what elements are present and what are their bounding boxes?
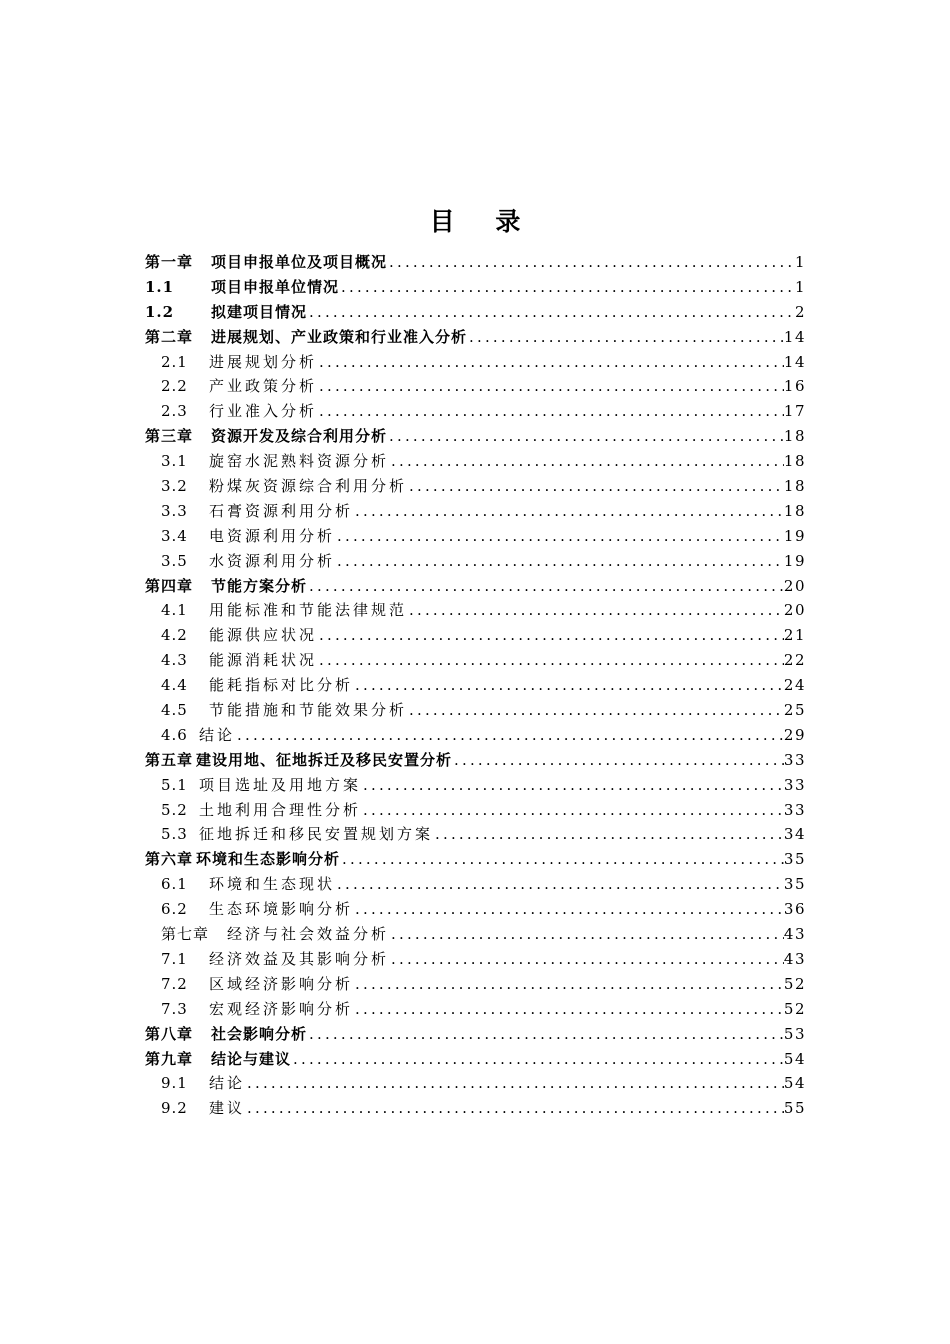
toc-dot-leader: [340, 847, 784, 872]
toc-entry[interactable]: [145, 1022, 806, 1047]
toc-dot-leader: [317, 623, 784, 648]
toc-entry-number: 第六章: [145, 850, 194, 869]
toc-entry-label: 电资源利用分析: [209, 526, 336, 545]
toc-entry-number: 4.4: [161, 676, 188, 695]
toc-entry-number: 3.2: [161, 477, 188, 496]
toc-dot-leader: [407, 598, 784, 623]
toc-entry[interactable]: [145, 723, 806, 748]
toc-entry-number: 6.1: [161, 875, 188, 894]
toc-entry[interactable]: [145, 847, 806, 872]
toc-entry-number: 3.3: [161, 501, 188, 520]
toc-entry-page-number: 33: [783, 775, 806, 794]
toc-entry-label: 结论与建议: [211, 1049, 292, 1068]
toc-entry[interactable]: [145, 325, 806, 350]
toc-entry[interactable]: [145, 1071, 806, 1096]
toc-entry[interactable]: [145, 922, 806, 947]
toc-entry[interactable]: [145, 872, 806, 897]
toc-entry-page-number: 43: [783, 949, 806, 968]
toc-entry-number: 4.2: [161, 626, 188, 645]
toc-dot-leader: [245, 1071, 784, 1096]
toc-entry-label: 宏观经济影响分析: [209, 999, 354, 1018]
toc-entry-number: 6.2: [161, 900, 188, 919]
toc-entry[interactable]: [145, 399, 806, 424]
toc-entry[interactable]: [145, 773, 806, 798]
toc-entry-page-number: 14: [783, 327, 806, 346]
toc-entry-number: 4.3: [161, 651, 188, 670]
toc-entry-label: 能源供应状况: [209, 626, 318, 645]
toc-entry-page-number: 18: [783, 427, 806, 446]
toc-entry-number: 2.2: [161, 377, 188, 396]
toc-dot-leader: [353, 972, 784, 997]
toc-entry-label: 能源消耗状况: [209, 651, 318, 670]
toc-entry-page-number: 16: [783, 377, 806, 396]
toc-entry-page-number: 55: [783, 1099, 806, 1118]
toc-entry[interactable]: [145, 598, 806, 623]
toc-dot-leader: [317, 350, 784, 375]
toc-entry-page-number: 53: [783, 1024, 806, 1043]
toc-entry-number: 第七章: [161, 925, 210, 944]
toc-entry-number: 第一章: [145, 253, 194, 271]
toc-entry-number: 4.6: [161, 725, 188, 744]
toc-entry[interactable]: [145, 623, 806, 648]
toc-entry-number: 7.1: [161, 949, 188, 968]
toc-entry-number: 第九章: [145, 1049, 194, 1068]
toc-entry-label: 拟建项目情况: [211, 302, 308, 321]
toc-dot-leader: [317, 399, 784, 424]
toc-entry[interactable]: [145, 822, 806, 847]
toc-dot-leader: [307, 1022, 784, 1047]
toc-entry-page-number: 1: [794, 277, 806, 296]
toc-entry-number: 第三章: [145, 427, 194, 446]
toc-entry[interactable]: [145, 374, 806, 399]
toc-entry-label: 项目申报单位情况: [211, 277, 340, 296]
toc-entry-page-number: 43: [783, 925, 806, 944]
toc-entry-label: 土地利用合理性分析: [199, 800, 362, 819]
toc-entry-label: 水资源利用分析: [209, 551, 336, 570]
toc-dot-leader: [387, 250, 795, 275]
toc-entry[interactable]: [145, 474, 806, 499]
toc-entry-page-number: 17: [783, 402, 806, 421]
toc-entry[interactable]: [145, 798, 806, 823]
toc-entry-page-number: 22: [783, 651, 806, 670]
toc-entry-number: 3.5: [161, 551, 188, 570]
toc-dot-leader: [407, 474, 784, 499]
toc-entry-page-number: 18: [783, 452, 806, 471]
toc-entry[interactable]: [145, 524, 806, 549]
toc-entry-number: 5.1: [161, 775, 188, 794]
toc-dot-leader: [307, 574, 784, 599]
toc-dot-leader: [407, 698, 784, 723]
toc-entry-label: 节能措施和节能效果分析: [209, 701, 408, 720]
toc-entry-number: 9.1: [161, 1074, 188, 1093]
toc-entry-label: 建议: [209, 1099, 246, 1118]
toc-dot-leader: [291, 1047, 784, 1072]
toc-entry-label: 旋窑水泥熟料资源分析: [209, 452, 390, 471]
toc-entry-page-number: 19: [783, 526, 806, 545]
toc-entry[interactable]: [145, 673, 806, 698]
toc-entry[interactable]: [145, 300, 806, 325]
toc-entry-number: 第五章: [145, 750, 194, 769]
toc-entry-label: 征地拆迁和移民安置规划方案: [199, 825, 434, 844]
toc-entry-page-number: 29: [783, 725, 806, 744]
toc-entry-label: 行业准入分析: [209, 402, 318, 421]
toc-entry-number: 2.1: [161, 352, 188, 371]
toc-entry[interactable]: [145, 748, 806, 773]
toc-entry[interactable]: [145, 449, 806, 474]
toc-entry-label: 粉煤灰资源综合利用分析: [209, 477, 408, 496]
toc-entry-label: 能耗指标对比分析: [209, 676, 354, 695]
toc-dot-leader: [361, 798, 784, 823]
toc-entry-label: 结论: [199, 725, 236, 744]
toc-title: 目 录: [429, 207, 537, 236]
toc-entry[interactable]: [145, 350, 806, 375]
toc-dot-leader: [317, 648, 784, 673]
toc-dot-leader: [317, 374, 784, 399]
toc-dot-leader: [335, 872, 784, 897]
toc-entry-page-number: 52: [783, 999, 806, 1018]
toc-entry-page-number: 24: [783, 676, 806, 695]
toc-dot-leader: [235, 723, 784, 748]
toc-dot-leader: [389, 947, 784, 972]
toc-entry-number: 7.3: [161, 999, 188, 1018]
toc-entry-page-number: 19: [783, 551, 806, 570]
toc-entry-page-number: 33: [783, 750, 806, 769]
toc-entry-label: 生态环境影响分析: [209, 900, 354, 919]
toc-dot-leader: [353, 897, 784, 922]
toc-entry-label: 环境和生态现状: [209, 875, 336, 894]
toc-entry-number: 1.1: [145, 277, 175, 296]
toc-entry-number: 7.2: [161, 974, 188, 993]
toc-dot-leader: [307, 300, 795, 325]
toc-entry-label: 进展规划分析: [209, 352, 318, 371]
toc-entry[interactable]: [145, 648, 806, 673]
toc-entry-page-number: 52: [783, 974, 806, 993]
toc-entry-page-number: 54: [783, 1049, 806, 1068]
toc-entry-number: 5.3: [161, 825, 188, 844]
toc-entry-page-number: 35: [783, 875, 806, 894]
toc-entry-label: 用能标准和节能法律规范: [209, 601, 408, 620]
toc-entry[interactable]: [145, 1096, 806, 1121]
toc-entry-number: 3.1: [161, 452, 188, 471]
toc-entry-label: 结论: [209, 1074, 246, 1093]
toc-entry-label: 产业政策分析: [209, 377, 318, 396]
toc-entry-label: 经济与社会效益分析: [227, 925, 390, 944]
toc-dot-leader: [389, 922, 784, 947]
toc-dot-leader: [361, 773, 784, 798]
toc-entry[interactable]: [145, 947, 806, 972]
toc-entry-number: 3.4: [161, 526, 188, 545]
toc-entry-number: 1.2: [145, 302, 175, 321]
toc-entry[interactable]: [145, 549, 806, 574]
toc-dot-leader: [389, 449, 784, 474]
toc-dot-leader: [339, 275, 795, 300]
toc-dot-leader: [452, 748, 784, 773]
toc-entry[interactable]: [145, 424, 806, 449]
toc-dot-leader: [335, 524, 784, 549]
toc-entry-page-number: 20: [783, 576, 806, 595]
toc-entry-number: 5.2: [161, 800, 188, 819]
toc-entry[interactable]: [145, 698, 806, 723]
toc-list: [145, 250, 806, 1121]
toc-entry-page-number: 18: [783, 477, 806, 496]
toc-entry-label: 社会影响分析: [211, 1024, 308, 1043]
toc-dot-leader: [387, 424, 784, 449]
toc-dot-leader: [335, 549, 784, 574]
toc-entry-page-number: 34: [783, 825, 806, 844]
toc-entry[interactable]: [145, 574, 806, 599]
toc-entry-number: 4.1: [161, 601, 188, 620]
toc-entry-page-number: 2: [794, 302, 806, 321]
toc-dot-leader: [467, 325, 784, 350]
toc-entry-page-number: 25: [783, 701, 806, 720]
toc-entry-page-number: 35: [783, 850, 806, 869]
toc-entry-page-number: 20: [783, 601, 806, 620]
toc-entry-number: 2.3: [161, 402, 188, 421]
toc-entry-label: 经济效益及其影响分析: [209, 949, 390, 968]
toc-entry-page-number: 36: [783, 900, 806, 919]
toc-entry-page-number: 18: [783, 501, 806, 520]
toc-entry-label: 进展规划、产业政策和行业准入分析: [211, 327, 468, 346]
toc-entry-page-number: 54: [783, 1074, 806, 1093]
toc-entry-page-number: 14: [783, 352, 806, 371]
toc-dot-leader: [353, 673, 784, 698]
toc-entry[interactable]: [145, 275, 806, 300]
toc-entry-label: 环境和生态影响分析: [196, 850, 341, 869]
toc-entry[interactable]: [145, 972, 806, 997]
toc-entry[interactable]: [145, 1047, 806, 1072]
toc-entry-number: 第八章: [145, 1024, 194, 1043]
toc-entry[interactable]: [145, 997, 806, 1022]
toc-entry-page-number: 1: [794, 253, 806, 271]
toc-dot-leader: [245, 1096, 784, 1121]
toc-entry-page-number: 33: [783, 800, 806, 819]
toc-entry[interactable]: [145, 250, 806, 275]
toc-entry-label: 石膏资源利用分析: [209, 501, 354, 520]
toc-dot-leader: [353, 499, 784, 524]
toc-entry-label: 区域经济影响分析: [209, 974, 354, 993]
toc-entry-number: 第二章: [145, 327, 194, 346]
toc-entry-number: 第四章: [145, 576, 194, 595]
toc-entry-label: 节能方案分析: [211, 576, 308, 595]
toc-entry[interactable]: [145, 499, 806, 524]
toc-dot-leader: [353, 997, 784, 1022]
toc-entry-label: 资源开发及综合利用分析: [211, 427, 388, 446]
toc-entry-label: 项目申报单位及项目概况: [211, 253, 388, 271]
toc-entry-page-number: 21: [783, 626, 806, 645]
toc-entry[interactable]: [145, 897, 806, 922]
toc-entry-label: 项目选址及用地方案: [199, 775, 362, 794]
toc-dot-leader: [433, 822, 784, 847]
toc-entry-label: 建设用地、征地拆迁及移民安置分析: [196, 750, 453, 769]
toc-entry-number: 4.5: [161, 701, 188, 720]
toc-entry-number: 9.2: [161, 1099, 188, 1118]
